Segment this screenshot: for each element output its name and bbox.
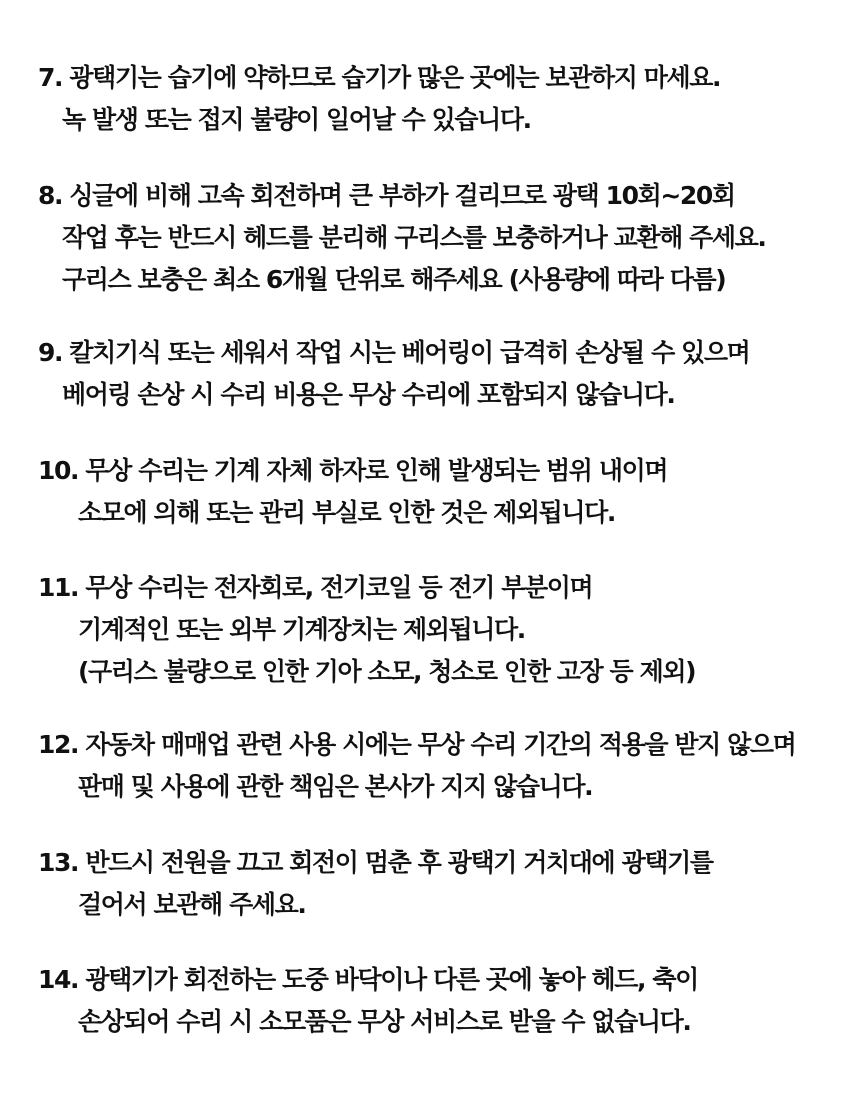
notice-item-12: [38, 724, 840, 808]
notice-12-line-1: 12. 자동차 매매업 관련 사용 시에는 무상 수리 기간의 적용을 받지 않으며: [38, 730, 796, 759]
notice-8-line-2: 작업 후는 반드시 헤드를 분리해 구리스를 보충하거나 교환해 주세요.: [62, 223, 766, 252]
notice-9-line-2: 베어링 손상 시 수리 비용은 무상 수리에 포함되지 않습니다.: [62, 380, 675, 409]
notice-item-8: [38, 175, 840, 301]
notice-13-line-2: 걸어서 보관해 주세요.: [78, 890, 306, 919]
notice-7-line-2: 녹 발생 또는 접지 불량이 일어날 수 있습니다.: [62, 105, 531, 134]
notice-10-line-1: 10. 무상 수리는 기계 자체 하자로 인해 발생되는 범위 내이며: [38, 456, 668, 485]
notice-item-13: [38, 842, 840, 926]
notice-item-11: [38, 567, 840, 693]
notice-14-line-2: 손상되어 수리 시 소모품은 무상 서비스로 받을 수 없습니다.: [78, 1007, 691, 1036]
notice-item-9: [38, 332, 840, 416]
notice-10-line-2: 소모에 의해 또는 관리 부실로 인한 것은 제외됩니다.: [78, 498, 615, 527]
notice-item-10: [38, 450, 840, 534]
notice-item-7: [38, 57, 840, 141]
notice-9-line-1: 9. 칼치기식 또는 세워서 작업 시는 베어링이 급격히 손상될 수 있으며: [38, 338, 750, 367]
notice-8-line-1: 8. 싱글에 비해 고속 회전하며 큰 부하가 걸리므로 광택 10회~20회: [38, 181, 735, 210]
notice-13-line-1: 13. 반드시 전원을 끄고 회전이 멈춘 후 광택기 거치대에 광택기를: [38, 848, 713, 877]
notice-item-14: [38, 959, 840, 1043]
notice-11-line-1: 11. 무상 수리는 전자회로, 전기코일 등 전기 부분이며: [38, 573, 593, 602]
notice-14-line-1: 14. 광택기가 회전하는 도중 바닥이나 다른 곳에 놓아 헤드, 축이: [38, 965, 698, 994]
notice-8-line-3: 구리스 보충은 최소 6개월 단위로 해주세요 (사용량에 따라 다름): [62, 265, 726, 294]
notice-7-line-1: 7. 광택기는 습기에 약하므로 습기가 많은 곳에는 보관하지 마세요.: [38, 63, 721, 92]
notice-11-line-2: 기계적인 또는 외부 기계장치는 제외됩니다.: [78, 615, 525, 644]
notice-12-line-2: 판매 및 사용에 관한 책임은 본사가 지지 않습니다.: [78, 772, 593, 801]
notice-11-line-3: (구리스 불량으로 인한 기아 소모, 청소로 인한 고장 등 제외): [78, 657, 696, 686]
